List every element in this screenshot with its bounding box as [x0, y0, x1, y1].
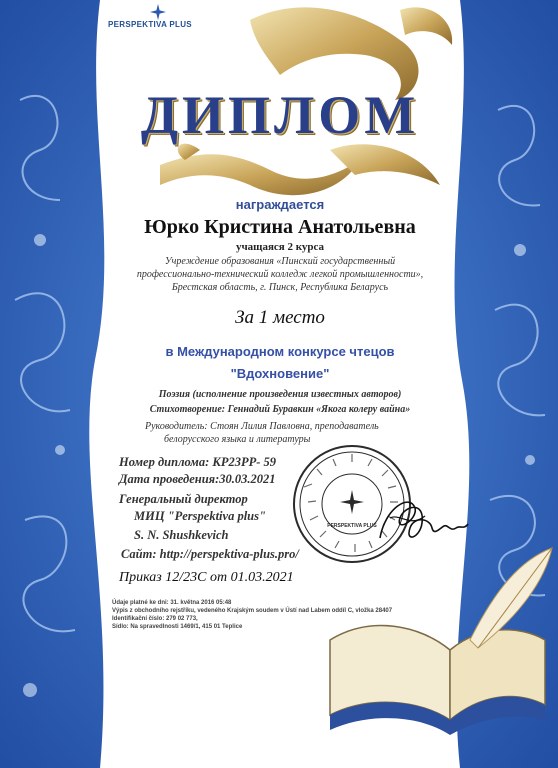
- registration-line: Identifikační číslo: 279 02 773,: [112, 616, 198, 622]
- seal-center-text: PERSPEKTIVA PLUS: [327, 523, 377, 529]
- registration-line: Výpis z obchodního rejstříku, vedeného Krajským soudem v Ústí nad Labem oddíl C, vložka 28407: [112, 608, 393, 614]
- leader-line-1: Руководитель: Стоян Лилия Павловна, преподаватель: [145, 421, 379, 432]
- place-text: За 1 место: [235, 307, 325, 328]
- order-line: Приказ 12/23С от 01.03.2021: [119, 570, 294, 585]
- institution-line: Брестская область, г. Пинск, Республика Беларусь: [171, 282, 389, 293]
- star-logo-icon: [150, 4, 166, 20]
- contest-line-2: "Вдохновение": [230, 366, 330, 381]
- registration-line: Sídlo: Na spravedlnosti 1469/1, 415 01 Teplice: [112, 624, 243, 630]
- signature-image: [370, 488, 470, 558]
- poem-line: Стихотворение: Геннадий Буравкин «Якога колеру вайна»: [149, 404, 411, 415]
- awarded-label: награждается: [235, 197, 325, 212]
- diploma-number: Номер диплома: КР23РР- 59: [119, 455, 277, 469]
- institution-line: Учреждение образования «Пинский государственный: [164, 256, 396, 267]
- institution-line: профессионально-технический колледж легкой промышленности»,: [136, 269, 424, 280]
- director-title: Генеральный директор: [119, 492, 248, 506]
- institution-block: [128, 255, 432, 294]
- nomination-line: Поэзия (исполнение произведения известных авторов): [158, 389, 402, 400]
- director-name: S. N. Shushkevich: [134, 528, 229, 542]
- leader-line-2: белорусского языка и литературы: [164, 434, 311, 445]
- recipient-name: Юрко Кристина Анатольевна: [144, 216, 416, 238]
- date-held: Дата проведения:30.03.2021: [119, 472, 276, 486]
- logo-text: PERSPEKTIVA PLUS: [108, 20, 192, 29]
- contest-line-1: в Международном конкурсе чтецов: [165, 344, 395, 359]
- site-line: Сайт: http://perspektiva-plus.pro/: [121, 547, 299, 561]
- course-line: учащаяся 2 курса: [235, 241, 325, 253]
- diploma-title: ДИПЛОМ: [140, 85, 420, 145]
- registration-line: Údaje platné ke dni: 31. května 2016 05:48: [112, 600, 232, 606]
- organization-name: МИЦ "Perspektiva plus": [134, 509, 266, 523]
